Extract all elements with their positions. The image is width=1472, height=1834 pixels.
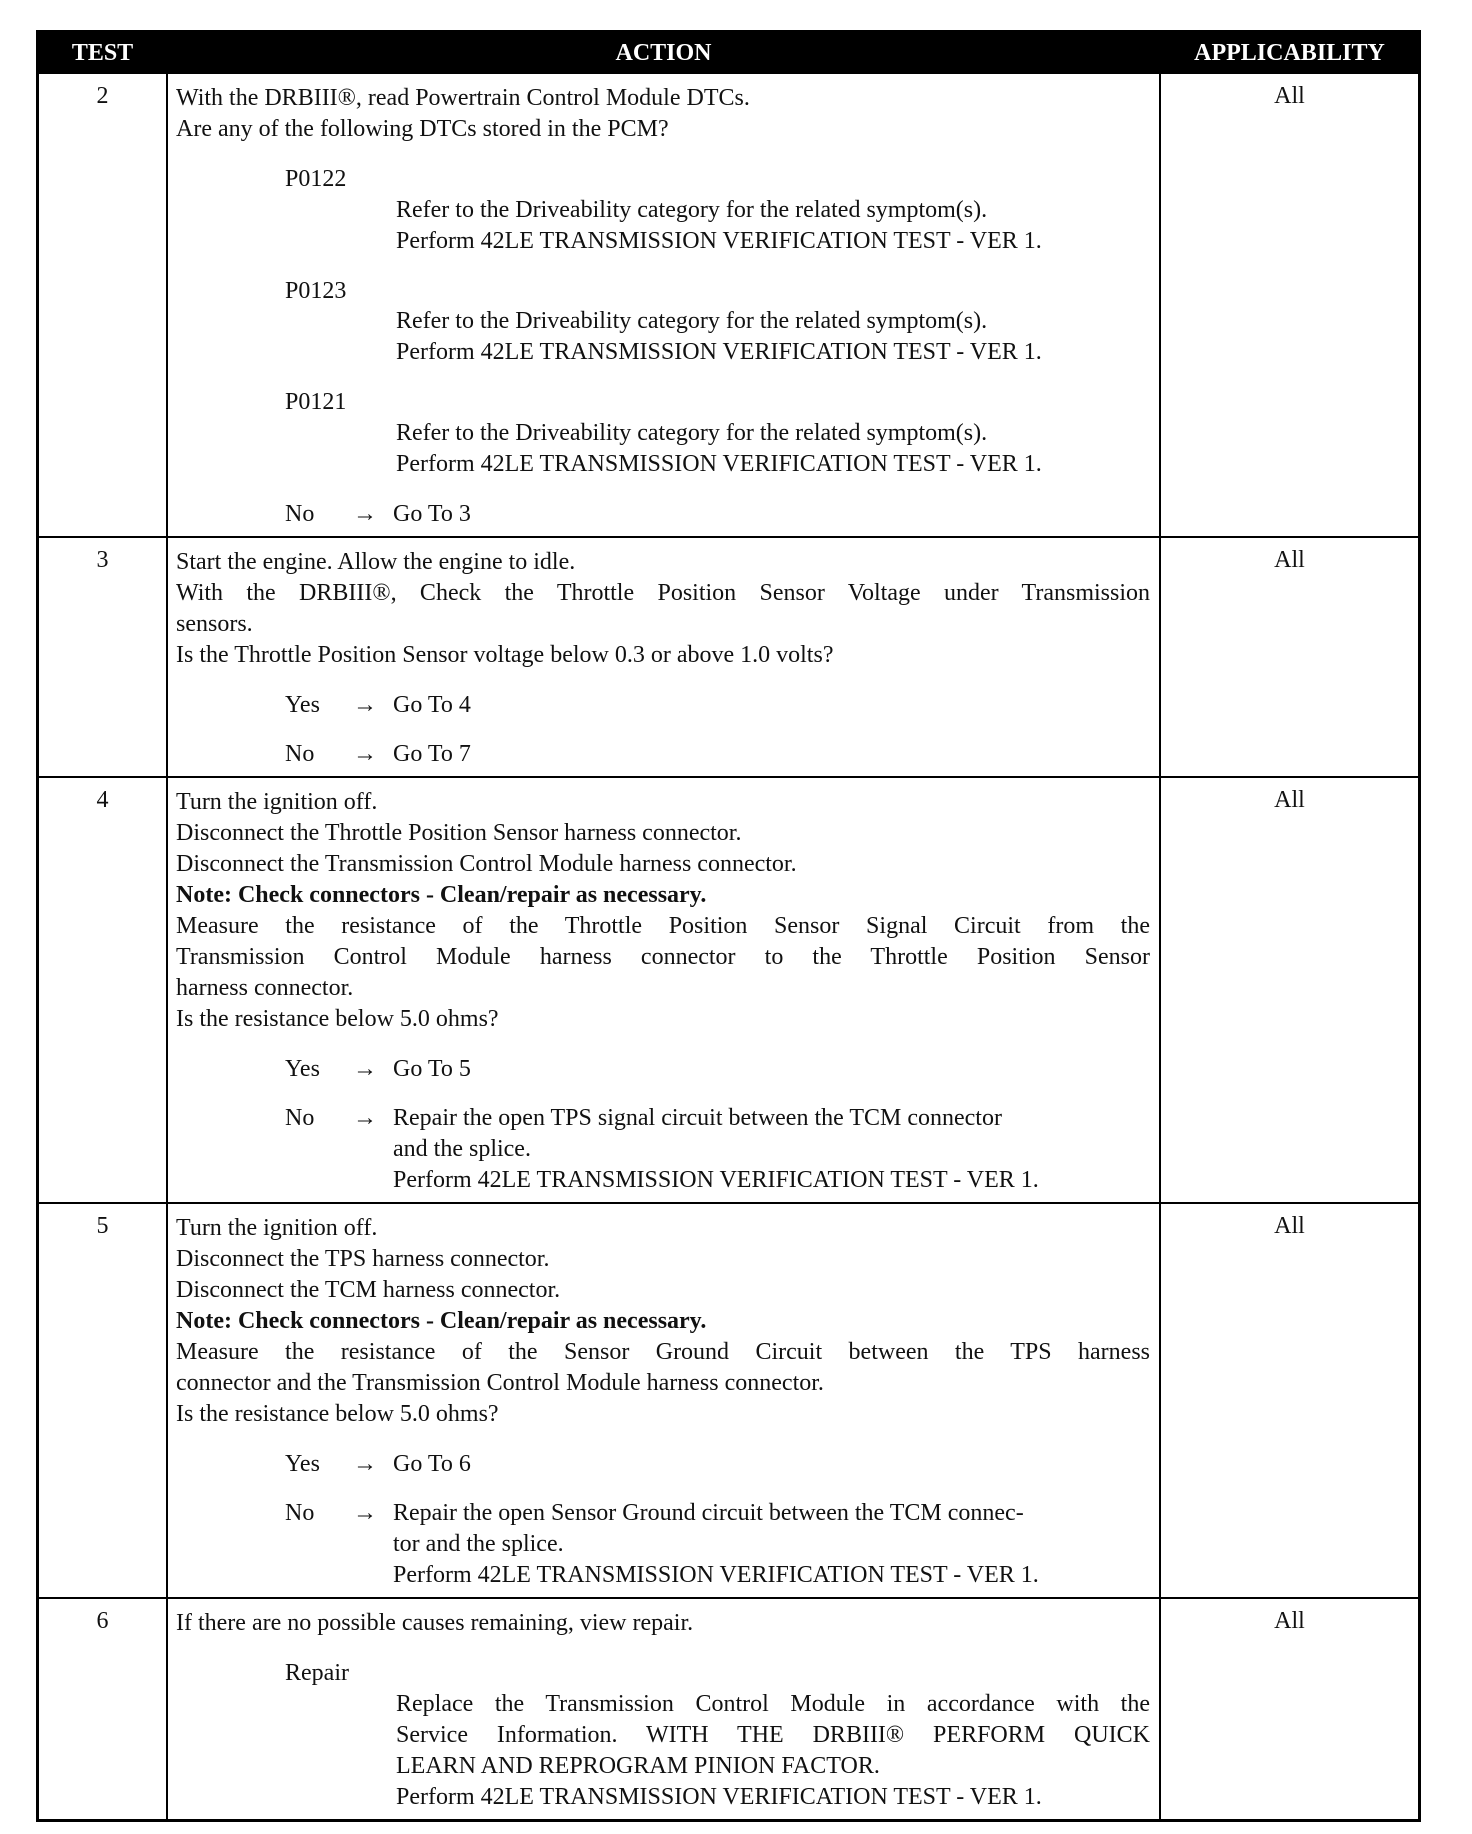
table-row (39, 1597, 1418, 1818)
answer-result (393, 690, 1150, 721)
instruction-line: Is the Throttle Position Sensor voltage below 0.3 or above 1.0 volts? (176, 641, 834, 668)
table-row (39, 536, 1418, 776)
instruction-line: Is the resistance below 5.0 ohms? (176, 1400, 499, 1427)
answer-label: No (285, 1500, 315, 1527)
answer-result (393, 1054, 1150, 1085)
answer-branch (176, 1498, 1150, 1591)
answer-branch (176, 1449, 1150, 1480)
note-line: Note: Check connectors - Clean/repair as necessary. (176, 1307, 707, 1334)
answer-result (393, 1498, 1150, 1591)
answer-branch (176, 1103, 1150, 1196)
instruction-line: Turn the ignition off. (176, 789, 378, 816)
answer-label: Yes (285, 691, 320, 718)
answer-result-line: Go To 4 (393, 691, 471, 718)
arrow-icon: → (353, 741, 377, 768)
test-number: 5 (39, 1204, 168, 1597)
answer-result-line: Repair the open TPS signal circuit between the TCM connector (393, 1105, 1002, 1132)
detail-line: Perform 42LE TRANSMISSION VERIFICATION TEST - VER 1. (396, 1783, 1042, 1810)
test-number: 2 (39, 74, 168, 536)
table-header (39, 33, 1418, 74)
applicability-value: All (1159, 538, 1418, 776)
dtc-code: P0122 (285, 165, 347, 192)
detail-line: Refer to the Driveability category for the related symptom(s). (396, 420, 988, 447)
applicability-value: All (1159, 1204, 1418, 1597)
detail-line: Refer to the Driveability category for the related symptom(s). (396, 196, 988, 223)
header-applicability: APPLICABILITY (1194, 40, 1385, 66)
instruction-line: Turn the ignition off. (176, 1215, 378, 1242)
answer-label: Yes (285, 1450, 320, 1477)
arrow-icon: → (353, 1105, 377, 1132)
arrow-icon: → (353, 1450, 377, 1477)
table-row (39, 776, 1418, 1202)
detail-line: Replace the Transmission Control Module in accordance with the (396, 1690, 1150, 1717)
instruction-line: Start the engine. Allow the engine to idle. (176, 548, 576, 575)
dtc-code: P0121 (285, 389, 347, 416)
detail-line: Perform 42LE TRANSMISSION VERIFICATION TEST - VER 1. (396, 451, 1042, 478)
detail-line: Refer to the Driveability category for the related symptom(s). (396, 308, 988, 335)
table-body (39, 74, 1418, 1819)
instruction-line: sensors. (176, 610, 253, 637)
answer-result-line: Perform 42LE TRANSMISSION VERIFICATION TEST - VER 1. (393, 1562, 1039, 1589)
instruction-line: Measure the resistance of the Sensor Ground Circuit between the TPS harness (176, 1338, 1150, 1365)
answer-result-line: Go To 5 (393, 1055, 471, 1082)
applicability-value: All (1159, 1599, 1418, 1818)
instruction-line: With the DRBIII®, Check the Throttle Position Sensor Voltage under Transmission (176, 579, 1150, 606)
answer-branch (176, 739, 1150, 770)
table-row (39, 74, 1418, 536)
applicability-value: All (1159, 74, 1418, 536)
answer-result-line: Go To 6 (393, 1450, 471, 1477)
header-action: ACTION (615, 40, 712, 66)
instruction-line: Disconnect the TCM harness connector. (176, 1277, 561, 1303)
answer-label: Yes (285, 1055, 320, 1082)
answer-label: No (285, 741, 315, 768)
answer-label: No (285, 1105, 315, 1132)
diagnostic-test-table (36, 30, 1421, 1822)
action-cell (168, 1599, 1159, 1818)
dtc-code: P0123 (285, 277, 347, 304)
detail-line: LEARN AND REPROGRAM PINION FACTOR. (396, 1752, 880, 1779)
instruction-line: Measure the resistance of the Throttle Position Sensor Signal Circuit from the (176, 912, 1150, 939)
answer-result (393, 1103, 1150, 1196)
arrow-icon: → (353, 1055, 377, 1082)
answer-result (393, 499, 1150, 530)
instruction-line: Disconnect the Transmission Control Module harness connector. (176, 851, 797, 878)
header-test: TEST (71, 40, 134, 66)
detail-line: Perform 42LE TRANSMISSION VERIFICATION TEST - VER 1. (396, 339, 1042, 366)
answer-branch (176, 690, 1150, 721)
answer-result-line: Go To 7 (393, 741, 471, 768)
test-number: 6 (39, 1599, 168, 1818)
action-cell (168, 74, 1159, 536)
action-cell (168, 538, 1159, 776)
action-cell (168, 1204, 1159, 1597)
answer-result-line: and the splice. (393, 1136, 531, 1163)
detail-line: Perform 42LE TRANSMISSION VERIFICATION TEST - VER 1. (396, 227, 1042, 254)
arrow-icon: → (353, 1500, 377, 1527)
detail-line: Service Information. WITH THE DRBIII® PERFORM QUICK (396, 1721, 1150, 1748)
instruction-line: connector and the Transmission Control Module harness connector. (176, 1369, 824, 1396)
answer-branch (176, 499, 1150, 530)
dtc-code: Repair (285, 1660, 349, 1687)
instruction-line: Are any of the following DTCs stored in the PCM? (176, 115, 669, 142)
answer-branch (176, 1054, 1150, 1085)
applicability-value: All (1159, 778, 1418, 1202)
answer-result-line: Repair the open Sensor Ground circuit between the TCM connec- (393, 1500, 1024, 1527)
answer-result (393, 1449, 1150, 1480)
answer-result (393, 739, 1150, 770)
table-row (39, 1202, 1418, 1597)
instruction-line: If there are no possible causes remaining, view repair. (176, 1610, 694, 1637)
action-cell (168, 778, 1159, 1202)
arrow-icon: → (353, 691, 377, 718)
answer-result-line: tor and the splice. (393, 1531, 564, 1558)
note-line: Note: Check connectors - Clean/repair as necessary. (176, 882, 707, 909)
instruction-line: Is the resistance below 5.0 ohms? (176, 1005, 499, 1032)
answer-result-line: Perform 42LE TRANSMISSION VERIFICATION TEST - VER 1. (393, 1167, 1039, 1194)
instruction-line: harness connector. (176, 974, 354, 1001)
test-number: 4 (39, 778, 168, 1202)
instruction-line: Disconnect the Throttle Position Sensor harness connector. (176, 820, 742, 847)
instruction-line: Disconnect the TPS harness connector. (176, 1246, 550, 1273)
arrow-icon: → (353, 500, 377, 527)
answer-label: No (285, 500, 315, 527)
instruction-line: Transmission Control Module harness connector to the Throttle Position Sensor (176, 943, 1150, 970)
test-number: 3 (39, 538, 168, 776)
instruction-line: With the DRBIII®, read Powertrain Control Module DTCs. (176, 85, 750, 111)
answer-result-line: Go To 3 (393, 500, 471, 527)
